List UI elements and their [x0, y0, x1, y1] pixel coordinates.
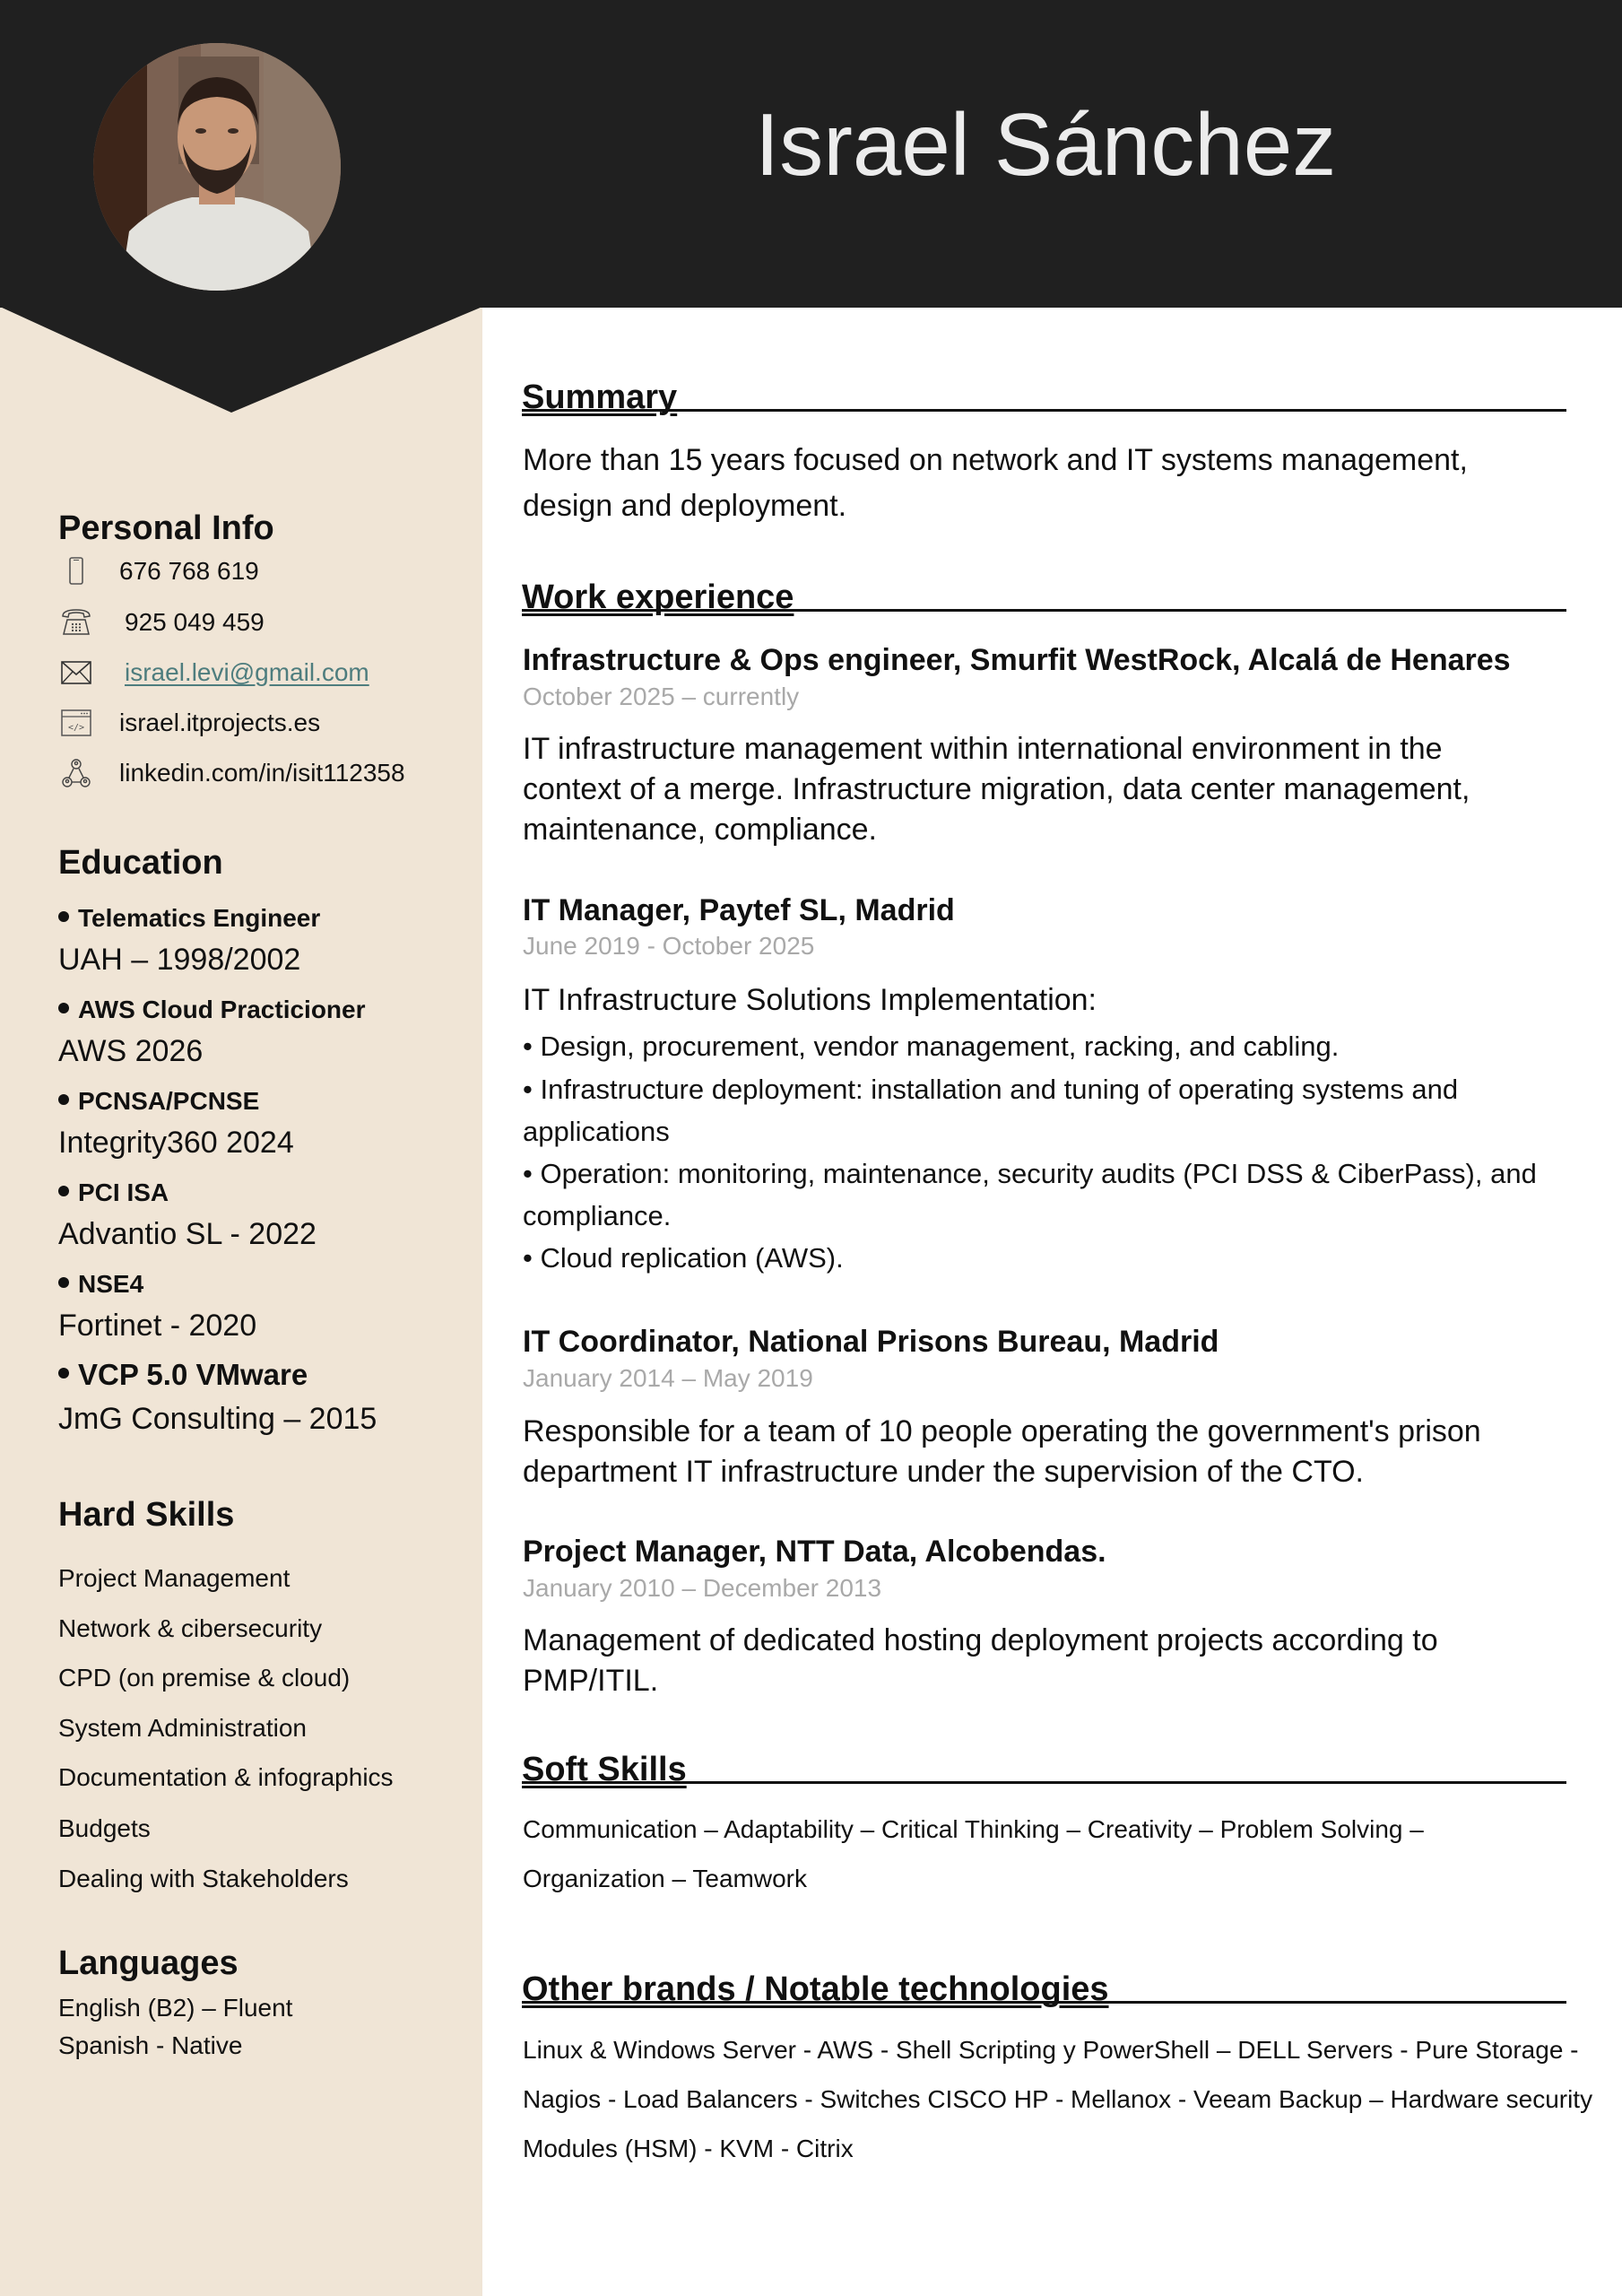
network-people-icon — [58, 757, 94, 789]
linkedin-link[interactable]: linkedin.com/in/isit112358 — [119, 759, 405, 787]
education-item-title: NSE4 — [58, 1272, 143, 1297]
soft-skills-heading: Soft Skills — [522, 1742, 1566, 1784]
summary-text: More than 15 years focused on network and IT systems management, design and deployment. — [523, 443, 1468, 523]
landline-phone-icon — [58, 606, 94, 639]
job-dates: January 2010 – December 2013 — [523, 1574, 882, 1602]
education-item-detail: Integrity360 2024 — [58, 1126, 294, 1160]
education-item-detail: UAH – 1998/2002 — [58, 943, 301, 977]
job-bullet: • Infrastructure deployment: installation and tuning of operating systems and applications — [523, 1074, 1459, 1147]
hard-skill-item: Dealing with Stakeholders — [58, 1865, 349, 1892]
website-link[interactable]: israel.itprojects.es — [119, 709, 321, 736]
job-bullet: • Design, procurement, vendor management, racking, and cabling. — [523, 1031, 1340, 1062]
job-description: Responsible for a team of 10 people operating the government's prison department IT infrastructure under the supervision of the CTO. — [523, 1414, 1481, 1489]
hard-skill-item: Network & cibersecurity — [58, 1614, 323, 1642]
contact-mobile — [58, 553, 259, 589]
job-title: Infrastructure & Ops engineer, Smurfit WestRock, Alcalá de Henares — [523, 643, 1511, 677]
education-item-title: AWS Cloud Practicioner — [58, 997, 366, 1022]
technologies-heading: Other brands / Notable technologies — [522, 1961, 1566, 2004]
education-item-title: VCP 5.0 VMware — [58, 1360, 308, 1389]
education-item-detail: AWS 2026 — [58, 1034, 204, 1068]
summary-heading: Summary — [522, 370, 1566, 412]
language-item: English (B2) – Fluent — [58, 1994, 293, 2022]
email-link[interactable]: israel.levi@gmail.com — [125, 658, 369, 686]
work-experience-heading: Work experience — [522, 570, 1566, 612]
hard-skill-item: Project Management — [58, 1564, 291, 1592]
hard-skills-heading: Hard Skills — [58, 1496, 235, 1534]
header-chevron-decoration — [0, 307, 482, 414]
technologies-text: Linux & Windows Server - AWS - Shell Scripting y PowerShell – DELL Servers - Pure Storage - Nagios - Load Balancers - Switches CISCO HP - Mellanox - Veeam Backup – Hardware security Modules (HSM) - KVM - Citrix — [523, 2036, 1593, 2162]
education-item-detail: JmG Consulting – 2015 — [58, 1402, 377, 1436]
job-bullet: • Operation: monitoring, maintenance, security audits (PCI DSS & CiberPass), and compliance. — [523, 1158, 1537, 1231]
soft-skills-text: Communication – Adaptability – Critical Thinking – Creativity – Problem Solving – Organization – Teamwork — [523, 1815, 1424, 1892]
bullet-icon — [58, 1186, 69, 1196]
bullet-icon — [58, 1277, 69, 1288]
languages-heading: Languages — [58, 1944, 239, 1982]
contact-linkedin — [58, 755, 405, 791]
envelope-icon — [58, 657, 94, 689]
svg-text:</>: </> — [67, 723, 85, 733]
hard-skill-item: System Administration — [58, 1714, 307, 1742]
landline-phone-number: 925 049 459 — [125, 608, 265, 636]
contact-landline — [58, 604, 265, 640]
education-item-detail: Advantio SL - 2022 — [58, 1217, 317, 1251]
code-window-icon — [58, 707, 94, 739]
education-heading: Education — [58, 844, 223, 882]
personal-info-heading: Personal Info — [58, 509, 274, 547]
hard-skill-item: Budgets — [58, 1814, 151, 1842]
hard-skill-item: Documentation & infographics — [58, 1763, 394, 1791]
candidate-name: Israel Sánchez — [755, 95, 1337, 194]
hard-skill-item: CPD (on premise & cloud) — [58, 1664, 351, 1692]
mobile-phone-number: 676 768 619 — [119, 557, 259, 585]
contact-website — [58, 705, 320, 741]
job-title: IT Coordinator, National Prisons Bureau, Madrid — [523, 1325, 1219, 1359]
job-title: IT Manager, Paytef SL, Madrid — [523, 893, 955, 927]
language-item: Spanish - Native — [58, 2031, 243, 2059]
job-dates: January 2014 – May 2019 — [523, 1364, 813, 1392]
job-dates: June 2019 - October 2025 — [523, 932, 815, 960]
profile-photo-illustration — [93, 43, 341, 291]
mobile-phone-icon — [58, 555, 94, 587]
bullet-icon — [58, 1003, 69, 1013]
job-title: Project Manager, NTT Data, Alcobendas. — [523, 1535, 1106, 1569]
bullet-icon — [58, 1368, 69, 1378]
job-description: IT infrastructure management within international environment in the context of a merge. Infrastructure migration, data center management, maintenance, compliance. — [523, 732, 1470, 847]
education-item-detail: Fortinet - 2020 — [58, 1309, 257, 1343]
job-description: Management of dedicated hosting deployment projects according to PMP/ITIL. — [523, 1623, 1438, 1698]
profile-photo — [93, 43, 341, 291]
job-dates: October 2025 – currently — [523, 683, 800, 710]
bullet-icon — [58, 1094, 69, 1105]
education-item-title: Telematics Engineer — [58, 906, 320, 931]
job-bullet: • Cloud replication (AWS). — [523, 1242, 844, 1274]
bullet-icon — [58, 911, 69, 922]
job-intro: IT Infrastructure Solutions Implementation: — [523, 983, 1097, 1017]
education-item-title: PCI ISA — [58, 1180, 169, 1205]
contact-email — [58, 655, 369, 691]
education-item-title: PCNSA/PCNSE — [58, 1089, 259, 1114]
